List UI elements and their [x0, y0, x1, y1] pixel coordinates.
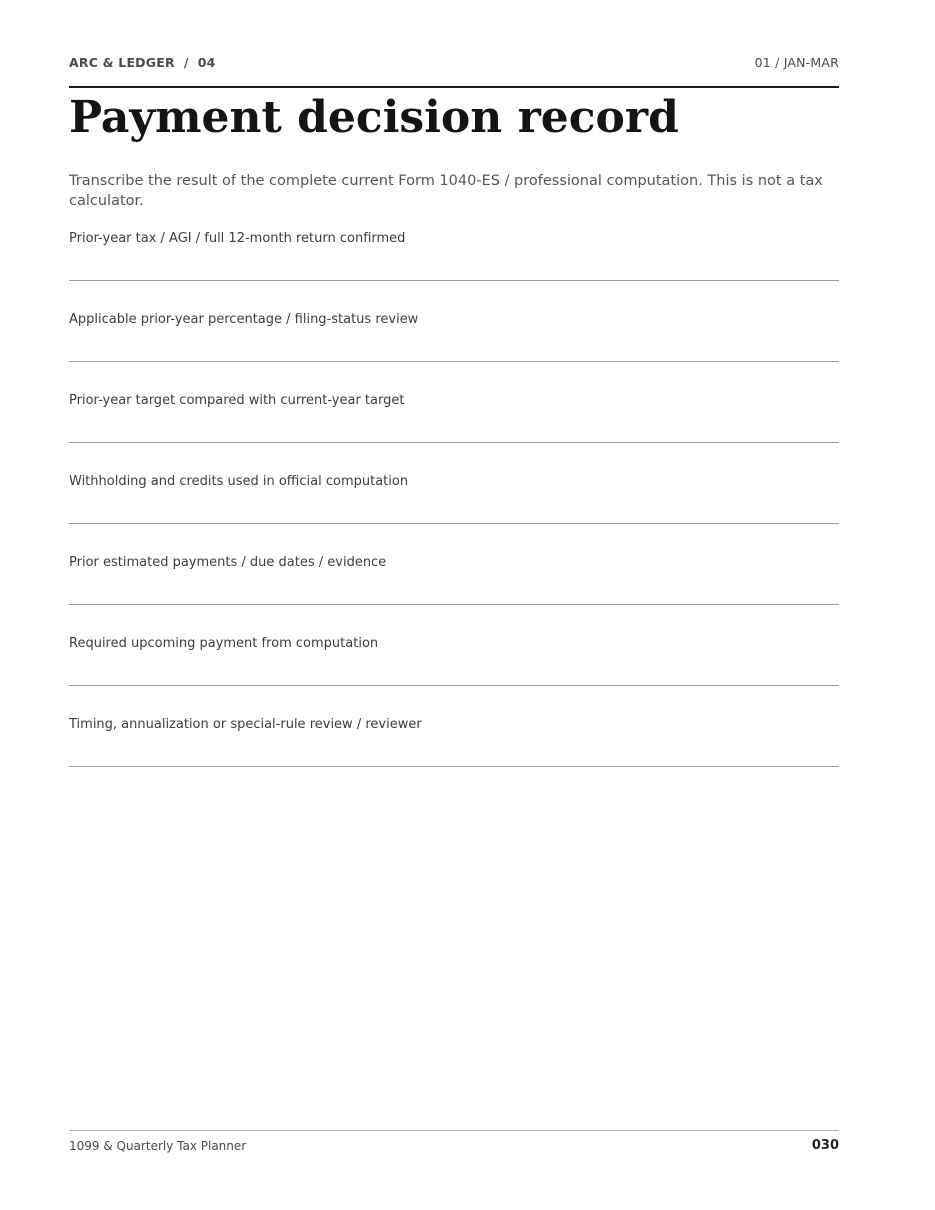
- page-header: [69, 55, 839, 88]
- section-label: ARC & LEDGER / 04: [69, 55, 216, 70]
- write-in-line[interactable]: [69, 685, 839, 686]
- page-number: 030: [811, 1138, 839, 1153]
- write-in-line[interactable]: [69, 523, 839, 524]
- planner-title: 1099 & Quarterly Tax Planner: [69, 1139, 247, 1153]
- page-title: Payment decision record: [69, 92, 679, 143]
- field-label: Timing, annualization or special-rule review / reviewer: [69, 717, 422, 732]
- write-in-line[interactable]: [69, 280, 839, 281]
- field-required-payment[interactable]: [69, 635, 839, 716]
- field-label: Prior estimated payments / due dates / evidence: [69, 555, 387, 570]
- field-prior-year-tax[interactable]: [69, 230, 839, 311]
- field-withholding-credits[interactable]: [69, 473, 839, 554]
- field-target-comparison[interactable]: [69, 392, 839, 473]
- write-in-line[interactable]: [69, 361, 839, 362]
- intro-text: Transcribe the result of the complete current Form 1040-ES / professional computation. This is not a tax calculator.: [69, 173, 823, 209]
- field-label: Withholding and credits used in official computation: [69, 474, 409, 489]
- field-label: Prior-year target compared with current-year target: [69, 393, 405, 408]
- write-in-line[interactable]: [69, 442, 839, 443]
- field-label: Required upcoming payment from computation: [69, 636, 379, 651]
- field-timing-review[interactable]: [69, 716, 839, 797]
- field-prior-year-percentage[interactable]: [69, 311, 839, 392]
- page-footer: [69, 1130, 839, 1161]
- field-label: Prior-year tax / AGI / full 12-month return confirmed: [69, 231, 406, 246]
- field-label: Applicable prior-year percentage / filing-status review: [69, 312, 419, 327]
- page: [69, 0, 839, 1210]
- write-in-line[interactable]: [69, 604, 839, 605]
- record-fields: [69, 230, 839, 797]
- period-label: 01 / JAN-MAR: [754, 55, 839, 70]
- field-prior-payments[interactable]: [69, 554, 839, 635]
- write-in-line[interactable]: [69, 766, 839, 767]
